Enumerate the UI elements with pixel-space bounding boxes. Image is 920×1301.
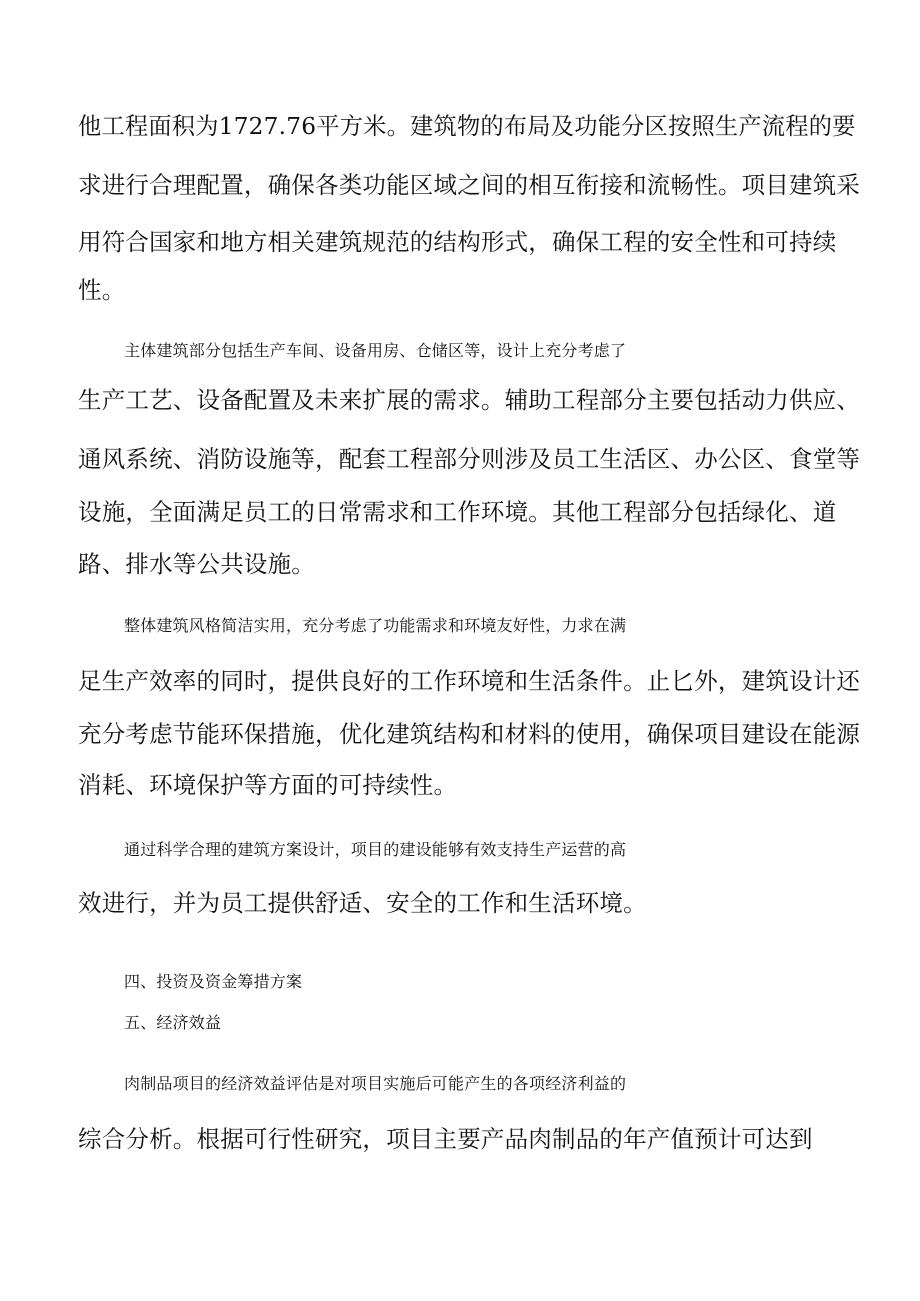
text-line: 消耗、环境保护等方面的可持续性。 [78,771,458,799]
text-line: 求进行合理配置，确保各类功能区域之间的相互衔接和流畅性。项目建筑采 [78,171,861,199]
text-line: 路、排水等公共设施。 [78,550,315,578]
text-line: 用符合国家和地方相关建筑规范的结构形式，确保工程的安全性和可持续 [78,228,837,256]
text-line: 通过科学合理的建筑方案设计，项目的建设能够有效支持生产运营的高 [124,840,627,859]
text-line: 他工程面积为1727.76平方米。建筑物的布局及功能分区按照生产流程的要 [78,113,856,140]
text-line: 整体建筑风格简洁实用，充分考虑了功能需求和环境友好性，力求在满 [124,616,627,635]
text-line: 性。 [78,276,126,304]
text-line: 生产工艺、设备配置及未来扩展的需求。辅助工程部分主要包括动力供应、 [78,386,861,414]
text-line: 设施，全面满足员工的日常需求和工作环境。其他工程部分包括绿化、道 [78,498,837,526]
text-line: 通风系统、消防设施等，配套工程部分则涉及员工生活区、办公区、食堂等 [78,445,861,473]
text-line: 充分考虑节能环保措施，优化建筑结构和材料的使用，确保项目建设在能源 [78,720,861,748]
text-line: 足生产效率的同时，提供良好的工作环境和生活条件。止匕外，建筑设计还 [78,667,861,695]
text-line: 主体建筑部分包括生产车间、设备用房、仓储区等，设计上充分考虑了 [124,341,627,360]
section-heading: 四、投资及资金筹措方案 [124,972,303,991]
text-line: 肉制品项目的经济效益评估是对项目实施后可能产生的各项经济利益的 [124,1074,627,1093]
section-heading: 五、经济效益 [124,1013,222,1032]
text-line: 效进行，并为员工提供舒适、安全的工作和生活环境。 [78,889,647,917]
text-line: 综合分析。根据可行性研究，项目主要产品肉制品的年产值预计可达到 [78,1125,813,1153]
